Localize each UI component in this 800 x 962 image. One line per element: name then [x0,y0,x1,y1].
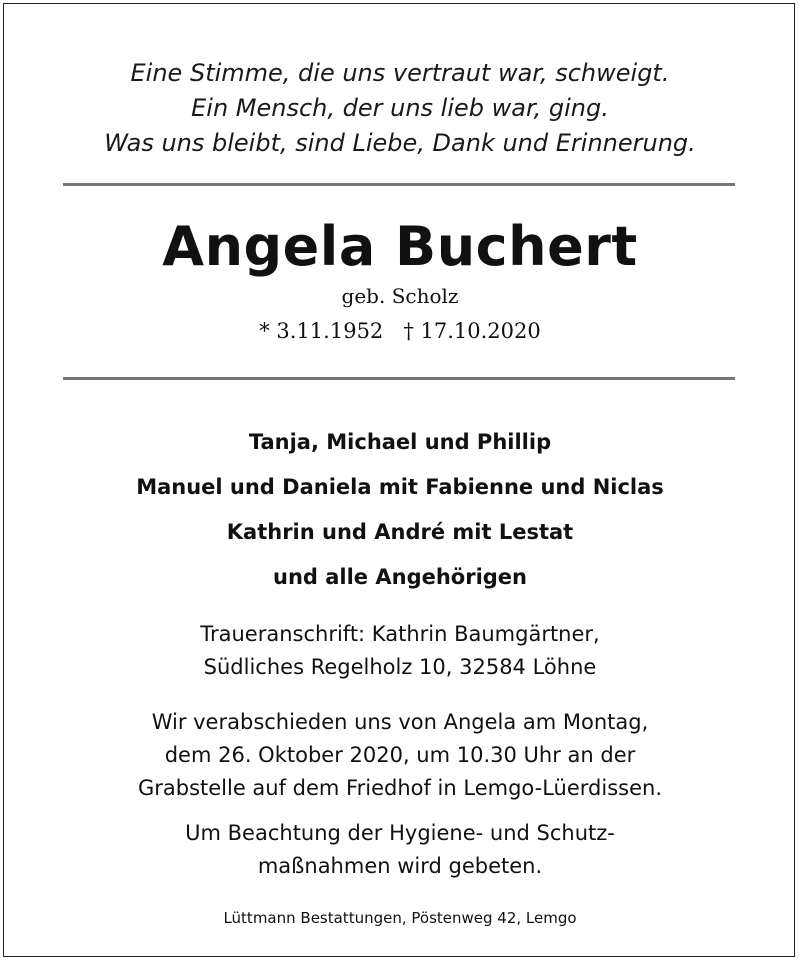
mourner-line: Tanja, Michael und Phillip [248,430,552,454]
address-line: Südliches Regelholz 10, 32584 Löhne [203,655,597,679]
mourner-line: und alle Angehörigen [273,565,527,589]
motto-line: Eine Stimme, die uns vertraut war, schweigt. [130,59,670,87]
funeral-line: Grabstelle auf dem Friedhof in Lemgo-Lüerdissen. [137,776,663,800]
funeral-info [0,706,800,805]
death-date: † 17.10.2020 [403,319,541,343]
mourner-line: Manuel und Daniela mit Fabienne und Niclas [136,475,664,499]
mourning-address [0,618,800,684]
deceased-name: Angela Buchert [162,215,638,278]
mourner-line: Kathrin und André mit Lestat [226,520,574,544]
motto-verse [0,56,800,161]
life-dates [0,316,800,346]
mourners-list [0,420,800,600]
undertaker-credit: Lüttmann Bestattungen, Pöstenweg 42, Lemgo [223,909,577,927]
hygiene-line: maßnahmen wird gebeten. [257,854,543,878]
motto-line: Was uns bleibt, sind Liebe, Dank und Erinnerung. [104,129,696,157]
funeral-line: dem 26. Oktober 2020, um 10.30 Uhr an der [164,743,636,767]
top-divider [63,183,735,186]
funeral-line: Wir verabschieden uns von Angela am Montag, [151,710,649,734]
maiden-name: geb. Scholz [341,284,459,308]
birth-date: * 3.11.1952 [259,319,384,343]
hygiene-note [0,817,800,883]
address-line: Traueranschrift: Kathrin Baumgärtner, [200,622,600,646]
hygiene-line: Um Beachtung der Hygiene- und Schutz- [185,821,615,845]
motto-line: Ein Mensch, der uns lieb war, ging. [191,94,609,122]
bottom-divider [63,377,735,380]
